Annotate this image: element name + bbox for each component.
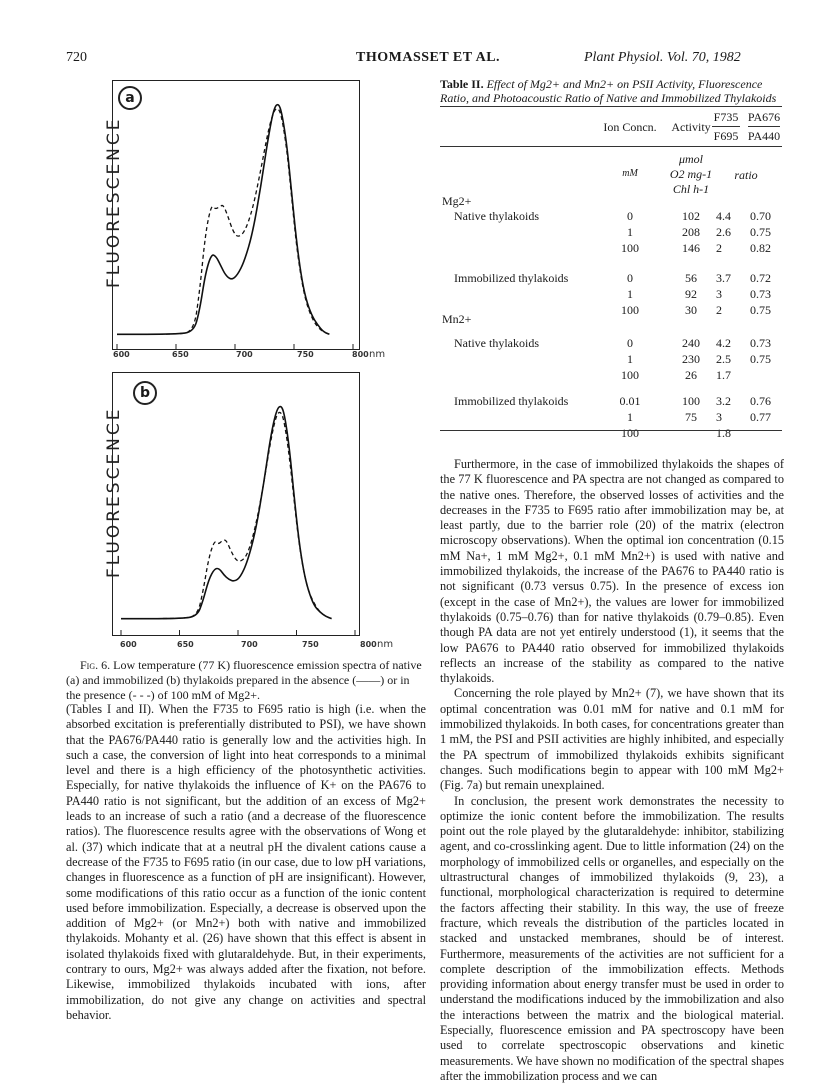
- col-header-ion: Ion Concn.: [603, 120, 657, 134]
- row-conc: 100: [621, 368, 639, 382]
- table-bottom-rule: [440, 430, 782, 431]
- right-paragraph-1: Furthermore, in the case of immobilized thylakoids the shapes of the 77 K fluorescence and PA spectra are not changed as compared to the native ones. Therefore, the observed losses of activities and the decreases in the F735 to F695 ratio after immobilization may be, at least partly, due to the barrier role (20) of the matrix (electron microscopy observations). When the optimal ion concentration (0.15 mM Na+, 1 mM Mg2+, 0.1 mM Mn2+) is used with native and immobilized thylakoids, the increase of the PA676 to PA440 ratio is not significant (0.73 versus 0.75). In the presence of excess ion (except in the case of Mn2+), the values are lower for immobilized thylakoids (0.75–0.76) than for native thylakoids (0.79–0.85). Even though PA data are not yet entirely understood (1), it seems that the low PA676 to PA440 ratio observed for immobilized thylakoids reflects an increase of the stability as compared to the native thylakoids.: [440, 457, 784, 686]
- panel-b-label: b: [139, 385, 151, 401]
- col-header-activity: Activity: [671, 120, 711, 134]
- x-tick-b-800: 800: [360, 640, 377, 649]
- table-title-label: Table II.: [440, 77, 484, 91]
- right-paragraph-2: Concerning the role played by Mn2+ (7), we have shown that its optimal concentration was 0.01 mM for native and 0.1 mM for immobilized thylakoids. In both cases, for concentrations greater than 1 mM, the PSI and PSII activities are highly inhibited, and especially the PA spectrum of immobilized thylakoids exhibits significant changes. Such modifications begin to appear with 100 mM Mg2+ (Fig. 7a) but remain unexplained.: [440, 686, 784, 793]
- row-pa-ratio: 0.77: [750, 410, 771, 424]
- row-activity: 75: [685, 410, 697, 424]
- row-conc: 1: [627, 352, 633, 366]
- row-label: Immobilized thylakoids: [454, 271, 569, 285]
- left-paragraph-1: (Tables I and II). When the F735 to F695 ratio is high (i.e. when the absorbed excitation is preferentially distributed to PSI), we have shown that the PA676/PA440 ratio is generally low and the activities high. In such a case, the conversion of light into heat corresponds to a minimal level and there is a high efficiency of the photosynthetic activities. Especially, for native thylakoids the influence of K+ on the PA676 to PA440 ratio is not significant, but the addition of an excess of Mg2+ leads to an increase of such a ratio (and a decrease of the fluorescence ratios). The fluorescence results agree with the observations of Wong et al. (37) which indicate that at a neutral pH the divalent cations cause a decrease of the F735 to F695 ratio (in our case, due to low pH variations, changes in fluorescence as a function of pH are insignificant). However, some modifications of this ratio occur as a function of the ionic content used before immobilization. Especially, a decrease is observed upon the addition of Mg2+ (or Mn2+) both with native and immobilized thylakoids. Mohanty et al. (26) have shown that this effect is absent in isolated thylakoids fixed with glutaraldehyde. But, in their experiments, contrary to ours, Mg2+ was always added after the fixation, not before. Likewise, immobilized thylakoids incubated with ions, after immobilization, do not give any change on activities and spectral behavior.: [66, 702, 426, 1022]
- figure-caption: [66, 658, 424, 703]
- row-conc: 0: [627, 336, 633, 350]
- col-header-f-num: F735: [713, 110, 739, 124]
- unit-activity-1: μmol: [678, 152, 704, 166]
- row-pa-ratio: 0.73: [750, 287, 771, 301]
- running-title: THOMASSET ET AL.: [356, 50, 501, 65]
- row-conc: 0.01: [619, 394, 641, 408]
- row-pa-ratio: 0.75: [750, 352, 771, 366]
- col-header-pa-num: PA676: [747, 110, 781, 124]
- row-f-ratio: 2.6: [716, 225, 731, 239]
- row-f-ratio: 4.2: [716, 336, 731, 350]
- row-f-ratio: 1.8: [716, 426, 731, 440]
- y-axis-label-b: FLUORESCENCE: [104, 406, 124, 578]
- x-tick-a-700: 700: [236, 350, 253, 359]
- row-label: Immobilized thylakoids: [454, 394, 569, 408]
- row-pa-ratio: 0.73: [750, 336, 771, 350]
- page-number: 720: [66, 50, 87, 65]
- series-solid-line: [117, 105, 329, 335]
- right-paragraph-3: In conclusion, the present work demonstrates the necessity to optimize the ionic content before the immobilization. The results point out the role played by the glutaraldehyde: inhibitor, stabilizing agent, and co-crosslinking agent. Due to little information (24) on the morphology of immobilized cells or organelles, and especially on the ultrastructural changes of immobilized thylakoids (9, 23), a functional, morphological characterization is required to determine the factors affecting their stability. In this way, the use of freeze fracture, which reveals the distribution of the particles located in stacked and unstacked membranes, should be of interest. Furthermore, measurements of the activities are not sufficient for a complete description of the immobilization effects. Methods providing information about energy transfer must be used in order to understand the modifications induced by the immobilization and also the interactions between the matrix and the biological material. Especially, fluorescence emission and PA spectroscopy have been used to correlate spectroscopic observations and kinetic measurements. We have shown no modification of the spectral shapes after the immobilization process and we can: [440, 793, 784, 1083]
- row-activity: 240: [682, 336, 700, 350]
- row-pa-ratio: 0.82: [750, 241, 771, 255]
- row-activity: 146: [682, 241, 700, 255]
- row-pa-ratio: 0.70: [750, 209, 771, 223]
- row-conc: 1: [627, 225, 633, 239]
- row-activity: 30: [685, 303, 697, 317]
- col-header-f-bar: [712, 126, 740, 127]
- series-dashed-line: [121, 412, 332, 618]
- row-conc: 100: [621, 426, 639, 440]
- row-conc: 0: [627, 271, 633, 285]
- row-f-ratio: 2: [716, 241, 722, 255]
- group-label-mn: Mn2+: [442, 312, 472, 326]
- row-pa-ratio: 0.72: [750, 271, 771, 285]
- row-f-ratio: 3: [716, 410, 722, 424]
- row-conc: 100: [621, 303, 639, 317]
- row-activity: 100: [682, 394, 700, 408]
- row-conc: 100: [621, 241, 639, 255]
- row-f-ratio: 4.4: [716, 209, 731, 223]
- row-activity: 26: [685, 368, 697, 382]
- row-label: Native thylakoids: [454, 209, 539, 223]
- x-tick-b-600: 600: [120, 640, 137, 649]
- x-tick-a-600: 600: [113, 350, 130, 359]
- row-f-ratio: 3: [716, 287, 722, 301]
- row-pa-ratio: 0.75: [750, 225, 771, 239]
- table-title-text: Effect of Mg2+ and Mn2+ on PSII Activity, Fluorescence Ratio, and Photoacoustic Ratio of Native and Immobilized Thylakoids: [440, 77, 777, 105]
- table-ii: [440, 106, 782, 440]
- row-pa-ratio: 0.76: [750, 394, 771, 408]
- spectrum-plot-a: [113, 81, 359, 349]
- col-header-f-den: F695: [713, 129, 739, 143]
- x-unit-b: nm: [377, 639, 394, 650]
- row-label: Native thylakoids: [454, 336, 539, 350]
- row-f-ratio: 3.2: [716, 394, 731, 408]
- series-solid-line: [121, 407, 332, 619]
- group-label-mg: Mg2+: [442, 194, 472, 208]
- row-f-ratio: 2: [716, 303, 722, 317]
- x-tick-a-750: 750: [297, 350, 314, 359]
- row-pa-ratio: 0.75: [750, 303, 771, 317]
- left-column-text: [66, 702, 426, 1023]
- spectrum-plot-b: [113, 373, 359, 635]
- row-activity: 102: [682, 209, 700, 223]
- unit-ion: mM: [622, 168, 638, 179]
- row-f-ratio: 3.7: [716, 271, 731, 285]
- x-tick-a-650: 650: [172, 350, 189, 359]
- figure-caption-label: Fig. 6.: [80, 658, 111, 672]
- col-header-pa-bar: [748, 126, 780, 127]
- right-column-text: [440, 457, 784, 1084]
- x-tick-b-650: 650: [177, 640, 194, 649]
- row-conc: 1: [627, 287, 633, 301]
- row-activity: 230: [682, 352, 700, 366]
- row-f-ratio: 2.5: [716, 352, 731, 366]
- col-header-pa-den: PA440: [747, 129, 781, 143]
- journal-citation: Plant Physiol. Vol. 70, 1982: [584, 50, 741, 65]
- x-unit-a: nm: [369, 349, 386, 360]
- row-f-ratio: 1.7: [716, 368, 731, 382]
- y-axis-label-a: FLUORESCENCE: [104, 116, 124, 288]
- row-conc: 0: [627, 209, 633, 223]
- table-header-rule: [440, 146, 782, 147]
- unit-activity-3: Chl h-1: [672, 182, 710, 196]
- x-tick-a-800: 800: [352, 350, 369, 359]
- row-activity: 208: [682, 225, 700, 239]
- row-activity: 92: [685, 287, 697, 301]
- unit-activity-2: O2 mg-1: [669, 167, 713, 181]
- series-dashed-line: [117, 109, 329, 335]
- table-title: [440, 77, 780, 105]
- x-tick-b-700: 700: [241, 640, 258, 649]
- figure-caption-text: Low temperature (77 K) fluorescence emission spectra of native (a) and immobilized (b) thylakoids prepared in the absence (——) or in the presence (- - -) of 100 mM of Mg2+.: [66, 658, 422, 702]
- unit-ratio: ratio: [734, 168, 758, 182]
- row-activity: 56: [685, 271, 697, 285]
- figure-panel-b: [112, 372, 360, 636]
- panel-a-label: a: [125, 90, 135, 106]
- x-tick-b-750: 750: [302, 640, 319, 649]
- figure-panel-a: [112, 80, 360, 350]
- row-conc: 1: [627, 410, 633, 424]
